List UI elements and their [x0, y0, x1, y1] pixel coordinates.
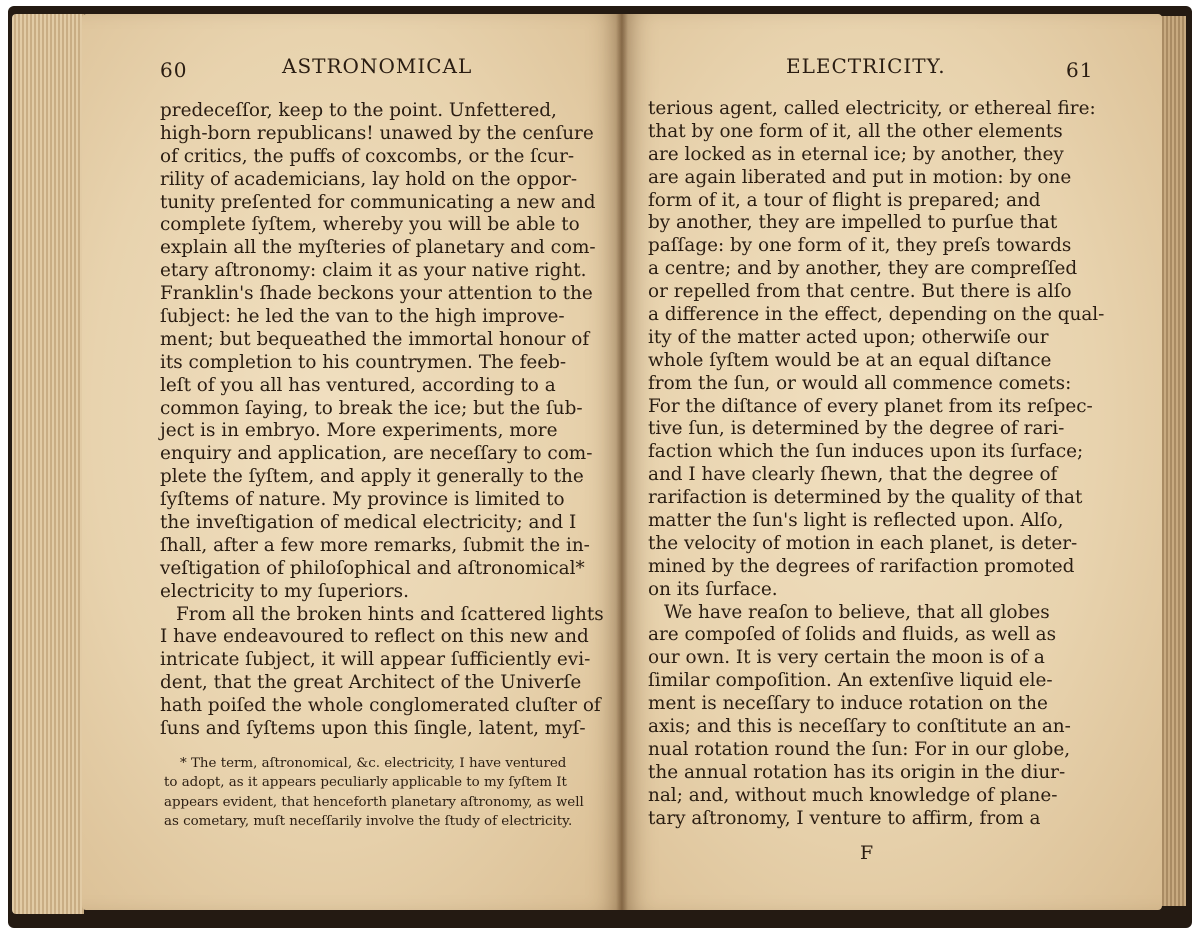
text-line: plete the ſyſtem, and apply it generally to the — [160, 466, 584, 488]
text-line: axis; and this is neceſſary to conſtitute an an- — [648, 716, 1071, 738]
text-line: dent, that the great Architect of the Univerſe — [160, 672, 582, 694]
text-line: terious agent, called electricity, or ethereal fire: — [648, 98, 1096, 119]
text-line: or repelled from that centre. But there is alſo — [648, 281, 1072, 303]
text-line: that by one form of it, all the other elements — [648, 120, 1063, 142]
text-line: mined by the degrees of rarifaction promoted — [648, 555, 1075, 577]
page-number: 60 — [160, 58, 188, 82]
text-line: form of it, a tour of flight is prepared; and — [648, 189, 1041, 211]
text-line: are compoſed of ſolids and fluids, as well as — [648, 624, 1057, 646]
footnote — [164, 754, 584, 832]
text-line: faction which the ſun induces upon its ſurface; — [648, 441, 1084, 463]
text-line: nual rotation round the ſun: For in our globe, — [648, 738, 1071, 760]
text-line: the inveſtigation of medical electricity; and I — [160, 512, 577, 534]
text-line: a centre; and by another, they are compreſſed — [648, 258, 1078, 280]
text-line: tary aſtronomy, I venture to affirm, from a — [648, 807, 1041, 829]
text-line: from the ſun, or would all commence comets: — [648, 372, 1072, 394]
text-line: our own. It is very certain the moon is of a — [648, 647, 1045, 669]
text-line: etary aſtronomy: claim it as your native right. — [160, 260, 587, 282]
text-line: high-born republicans! unawed by the cenſure — [160, 122, 594, 144]
text-line: ment; but bequeathed the immortal honour of — [160, 328, 590, 350]
text-line: predeceſſor, keep to the point. Unfettered, — [160, 100, 557, 121]
text-line: complete ſyſtem, whereby you will be able to — [160, 214, 580, 236]
text-line: ject is in embryo. More experiments, more — [160, 420, 558, 442]
text-line: rarifaction is determined by the quality of that — [648, 487, 1083, 509]
text-line: ſyſtems of nature. My province is limited to — [160, 489, 565, 511]
text-line: ſhall, after a few more remarks, ſubmit the in- — [160, 534, 590, 556]
text-line: on its ſurface. — [648, 578, 778, 600]
page-number: 61 — [1066, 58, 1094, 82]
text-line: of critics, the puffs of coxcombs, or the ſcur- — [160, 145, 575, 167]
left-page-header — [82, 52, 622, 82]
text-line: tunity preſented for communicating a new and — [160, 191, 596, 213]
text-line: leſt of you all has ventured, according to a — [160, 374, 556, 396]
text-line: matter the ſun's light is reflected upon. Alſo, — [648, 510, 1064, 532]
text-line: For the diſtance of every planet from its reſpec- — [648, 395, 1093, 417]
running-head: ELECTRICITY. — [786, 54, 946, 78]
footnote-line: as cometary, muſt neceſſarily involve the ſtudy of electricity. — [164, 814, 573, 830]
text-line: hath poiſed the whole conglomerated cluſter of — [160, 695, 601, 717]
text-line: the velocity of motion in each planet, is deter- — [648, 532, 1078, 554]
signature-mark: F — [860, 842, 874, 864]
text-line: common ſaying, to break the ice; but the ſub- — [160, 397, 583, 419]
text-line: explain all the myſteries of planetary and com- — [160, 237, 596, 259]
text-line: are locked as in eternal ice; by another, they — [648, 143, 1064, 165]
book-gutter — [616, 14, 628, 910]
text-line: ment is neceſſary to induce rotation on the — [648, 693, 1048, 715]
text-line: whole ſyſtem would be at an equal diſtance — [648, 349, 1052, 371]
text-line: enquiry and application, are neceſſary to com- — [160, 443, 593, 465]
text-line: rility of academicians, lay hold on the oppor- — [160, 168, 578, 190]
right-page — [622, 14, 1162, 910]
footnote-line: * The term, aſtronomical, &c. electricity, I have ventured — [180, 756, 567, 771]
text-line: are again liberated and put in motion: by one — [648, 166, 1072, 188]
left-page — [82, 14, 622, 910]
text-line: by another, they are impelled to purſue that — [648, 212, 1058, 234]
text-line: Franklin's ſhade beckons your attention to the — [160, 283, 593, 305]
text-line: and I have clearly ſhewn, that the degree of — [648, 464, 1058, 486]
page-edges-left — [12, 14, 84, 914]
running-head: ASTRONOMICAL — [282, 54, 473, 78]
text-line: its completion to his countrymen. The feeb- — [160, 351, 567, 373]
text-line: From all the broken hints and ſcattered lights — [176, 603, 604, 625]
text-line: ſuns and ſyſtems upon this ſingle, latent, myſ- — [160, 718, 586, 740]
text-line: We have reaſon to believe, that all globes — [664, 601, 1050, 623]
text-line: the annual rotation has its origin in the diur- — [648, 761, 1066, 783]
text-line: tive ſun, is determined by the degree of rari- — [648, 418, 1065, 440]
text-line: electricity to my ſuperiors. — [160, 580, 409, 602]
text-line: a difference in the effect, depending on the qual- — [648, 304, 1105, 326]
text-line: paſſage: by one form of it, they preſs towards — [648, 235, 1072, 257]
text-line: ſimilar compoſition. An extenſive liquid ele- — [648, 670, 1053, 692]
text-line: veſtigation of philoſophical and aſtronomical* — [160, 557, 585, 579]
footnote-line: to adopt, as it appears peculiarly applicable to my ſyſtem It — [164, 775, 567, 791]
right-page-header — [622, 52, 1162, 82]
footnote-line: appears evident, that henceforth planetary aſtronomy, as well — [164, 794, 584, 810]
text-line: ſubject: he led the van to the high improve- — [160, 306, 565, 328]
text-line: ity of the matter acted upon; otherwiſe our — [648, 326, 1049, 348]
text-line: intricate ſubject, it will appear ſufficiently evi- — [160, 649, 591, 671]
right-page-body — [648, 98, 1104, 831]
left-page-body — [160, 100, 604, 741]
text-line: nal; and, without much knowledge of plane- — [648, 784, 1058, 806]
text-line: I have endeavoured to reflect on this new and — [160, 626, 589, 648]
